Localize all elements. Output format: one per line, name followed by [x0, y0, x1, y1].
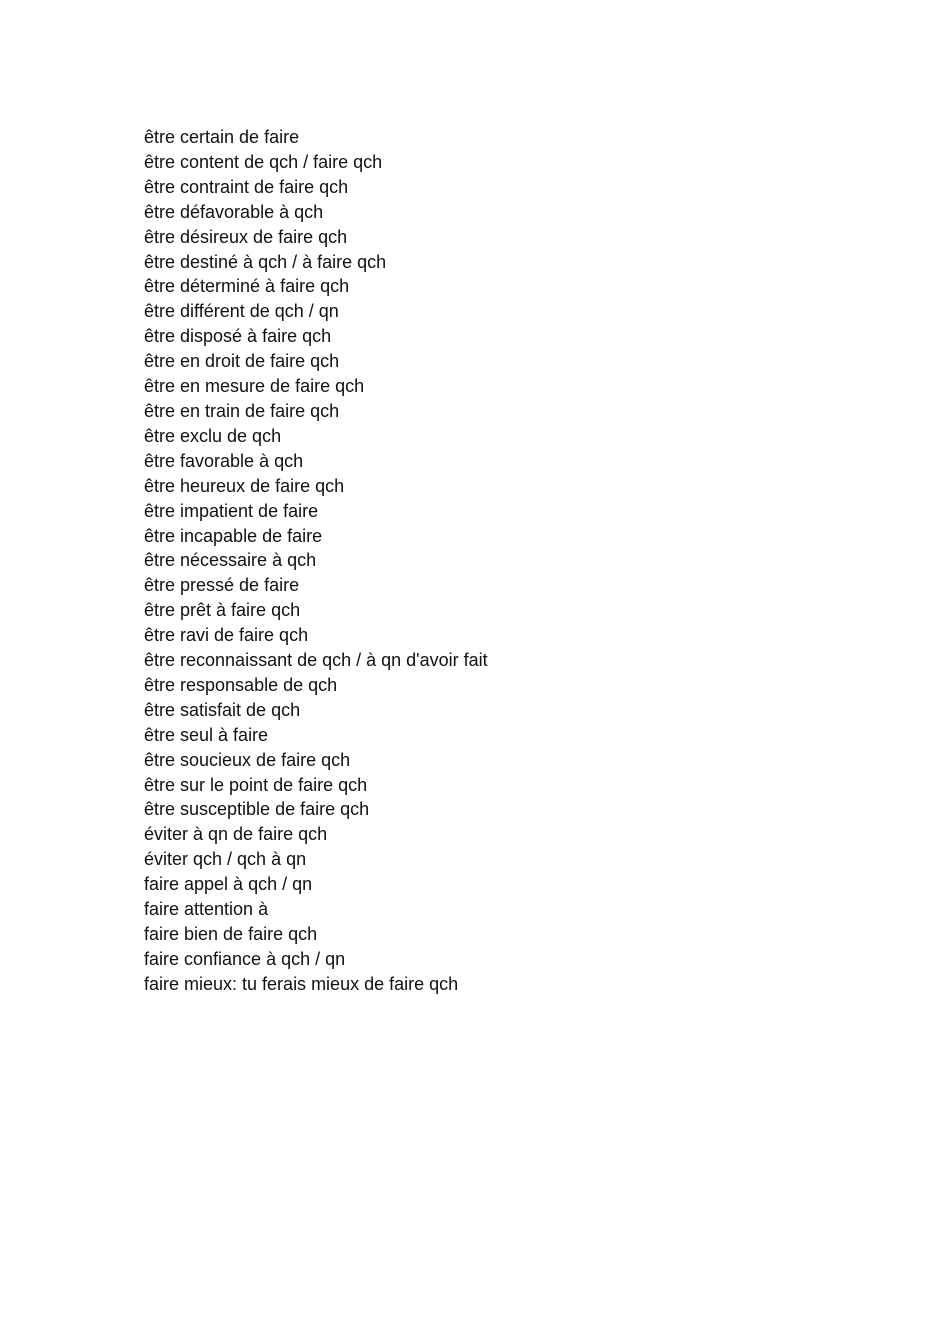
list-item: éviter qch / qch à qn: [144, 849, 307, 870]
list-item: être soucieux de faire qch: [144, 749, 351, 770]
phrase-list: [144, 125, 488, 997]
list-item: être incapable de faire: [144, 525, 323, 546]
list-item: être favorable à qch: [144, 450, 304, 471]
list-item: être satisfait de qch: [144, 699, 301, 720]
list-item: être certain de faire: [144, 127, 300, 147]
list-item: être disposé à faire qch: [144, 326, 332, 347]
list-item: être désireux de faire qch: [144, 226, 348, 247]
list-item: être en train de faire qch: [144, 400, 340, 421]
list-item: être pressé de faire: [144, 575, 300, 596]
list-item: être prêt à faire qch: [144, 600, 301, 621]
list-item: faire appel à qch / qn: [144, 874, 313, 895]
list-item: être sur le point de faire qch: [144, 774, 368, 795]
list-item: être exclu de qch: [144, 425, 282, 446]
list-item: être impatient de faire: [144, 500, 319, 521]
list-item: être ravi de faire qch: [144, 625, 309, 646]
list-item: être reconnaissant de qch / à qn d'avoir fait: [144, 650, 488, 671]
list-item: être heureux de faire qch: [144, 475, 345, 496]
list-item: être seul à faire: [144, 724, 269, 745]
list-item: être destiné à qch / à faire qch: [144, 251, 387, 272]
list-item: être contraint de faire qch: [144, 176, 349, 197]
list-item: faire attention à: [144, 899, 269, 920]
list-item: éviter à qn de faire qch: [144, 824, 328, 845]
list-item: être défavorable à qch: [144, 201, 324, 222]
list-item: être susceptible de faire qch: [144, 799, 370, 820]
list-item: faire mieux: tu ferais mieux de faire qch: [144, 973, 459, 994]
list-item: être nécessaire à qch: [144, 550, 317, 571]
list-item: être responsable de qch: [144, 674, 338, 695]
list-item: faire confiance à qch / qn: [144, 948, 346, 969]
list-item: être content de qch / faire qch: [144, 151, 383, 172]
list-item: être en droit de faire qch: [144, 351, 340, 372]
list-item: faire bien de faire qch: [144, 924, 318, 944]
list-item: être différent de qch / qn: [144, 301, 339, 322]
list-item: être déterminé à faire qch: [144, 276, 350, 297]
list-item: être en mesure de faire qch: [144, 376, 365, 397]
